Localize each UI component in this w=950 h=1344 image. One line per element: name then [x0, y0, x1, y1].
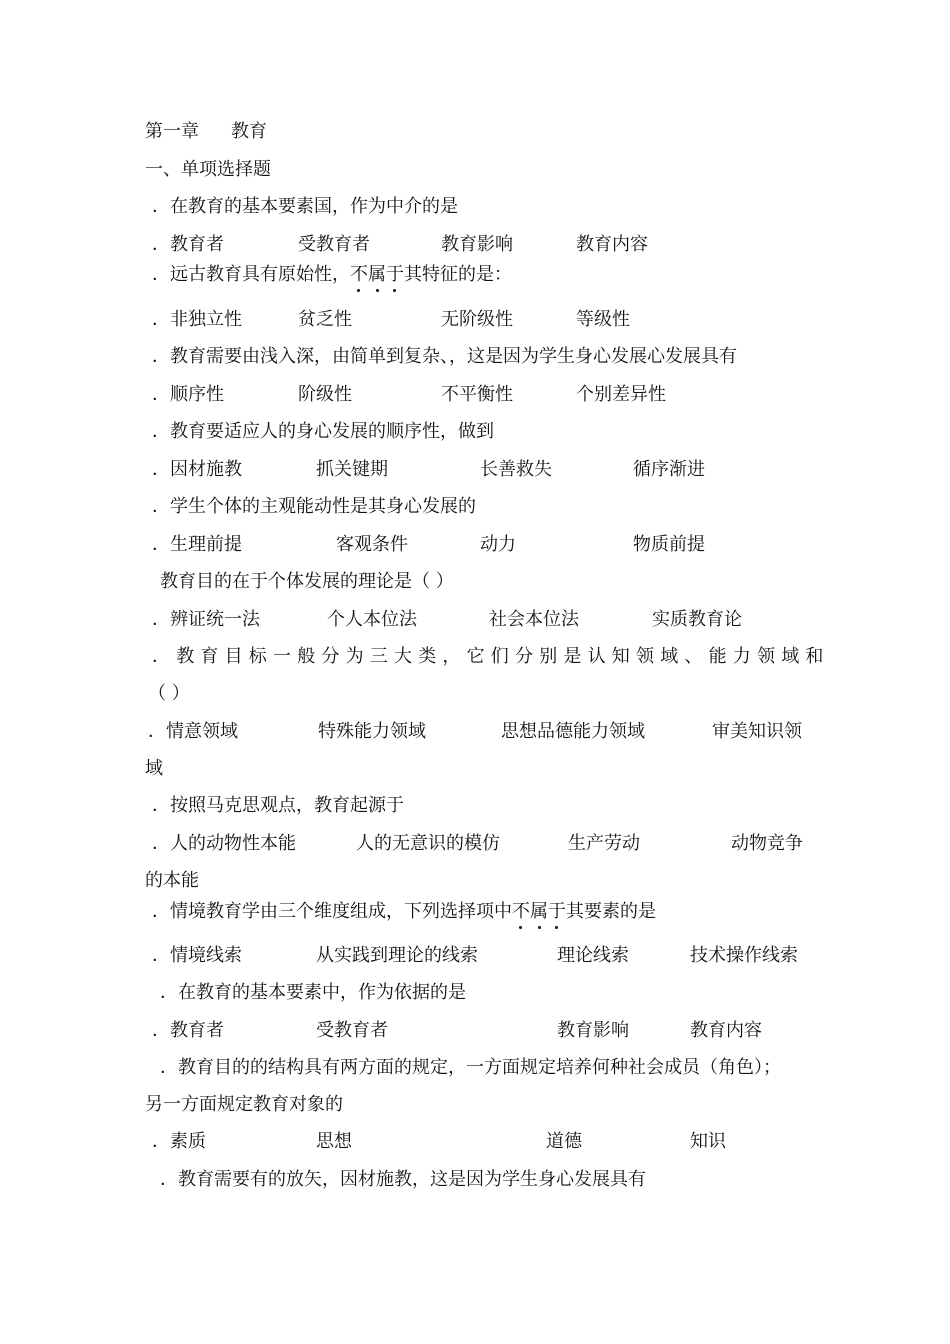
option-d: 等级性	[576, 309, 630, 330]
option-d: 审美知识领	[712, 721, 802, 742]
option-b: 特殊能力领域	[318, 721, 426, 742]
option-c: 教育影响	[441, 234, 513, 255]
option-a: ．生理前提	[152, 534, 242, 555]
option-d: 教育内容	[690, 1020, 762, 1041]
option-c: 理论线索	[557, 945, 629, 966]
option-a: ．顺序性	[152, 384, 224, 405]
option-b: 从实践到理论的线索	[316, 945, 478, 966]
option-a: ．情境线索	[152, 945, 242, 966]
option-a: ．非独立性	[152, 309, 242, 330]
option-d: 实质教育论	[652, 609, 742, 630]
option-d: 技术操作线索	[690, 945, 798, 966]
option-c: 无阶级性	[441, 309, 513, 330]
option-c: 社会本位法	[489, 609, 579, 630]
option-d: 物质前提	[633, 534, 705, 555]
option-a: ．素质	[152, 1131, 206, 1152]
option-c: 不平衡性	[441, 384, 513, 405]
option-a: ．人的动物性本能	[152, 833, 296, 854]
option-d: 教育内容	[576, 234, 648, 255]
option-a: ．因材施教	[152, 459, 242, 480]
chapter-number: 第一章	[145, 121, 199, 142]
option-b: 人的无意识的模仿	[356, 833, 500, 854]
chapter-title: 教育	[231, 121, 267, 142]
emphasis-dotted-text: 不属于	[350, 264, 404, 285]
option-b: 受教育者	[316, 1020, 388, 1041]
option-b: 受教育者	[298, 234, 370, 255]
option-b: 贫乏性	[298, 309, 352, 330]
option-c: 思想品德能力领域	[501, 721, 645, 742]
option-d: 知识	[690, 1131, 726, 1152]
option-b: 阶级性	[298, 384, 352, 405]
option-c: 动力	[480, 534, 516, 555]
option-c: 长善救失	[480, 459, 552, 480]
emphasis-dotted-text: 不属于	[512, 901, 566, 922]
option-c: 教育影响	[557, 1020, 629, 1041]
option-d: 个别差异性	[576, 384, 666, 405]
option-b: 客观条件	[336, 534, 408, 555]
option-b: 抓关键期	[316, 459, 388, 480]
option-a: ．辨证统一法	[152, 609, 260, 630]
option-c: 生产劳动	[568, 833, 640, 854]
option-c: 道德	[546, 1131, 582, 1152]
option-b: 思想	[316, 1131, 352, 1152]
option-a: ．教育者	[152, 1020, 224, 1041]
option-a: ．情意领域	[148, 721, 238, 742]
option-a: ．教育者	[152, 234, 224, 255]
option-b: 个人本位法	[327, 609, 417, 630]
option-d: 循序渐进	[633, 459, 705, 480]
option-d: 动物竞争	[731, 833, 803, 854]
